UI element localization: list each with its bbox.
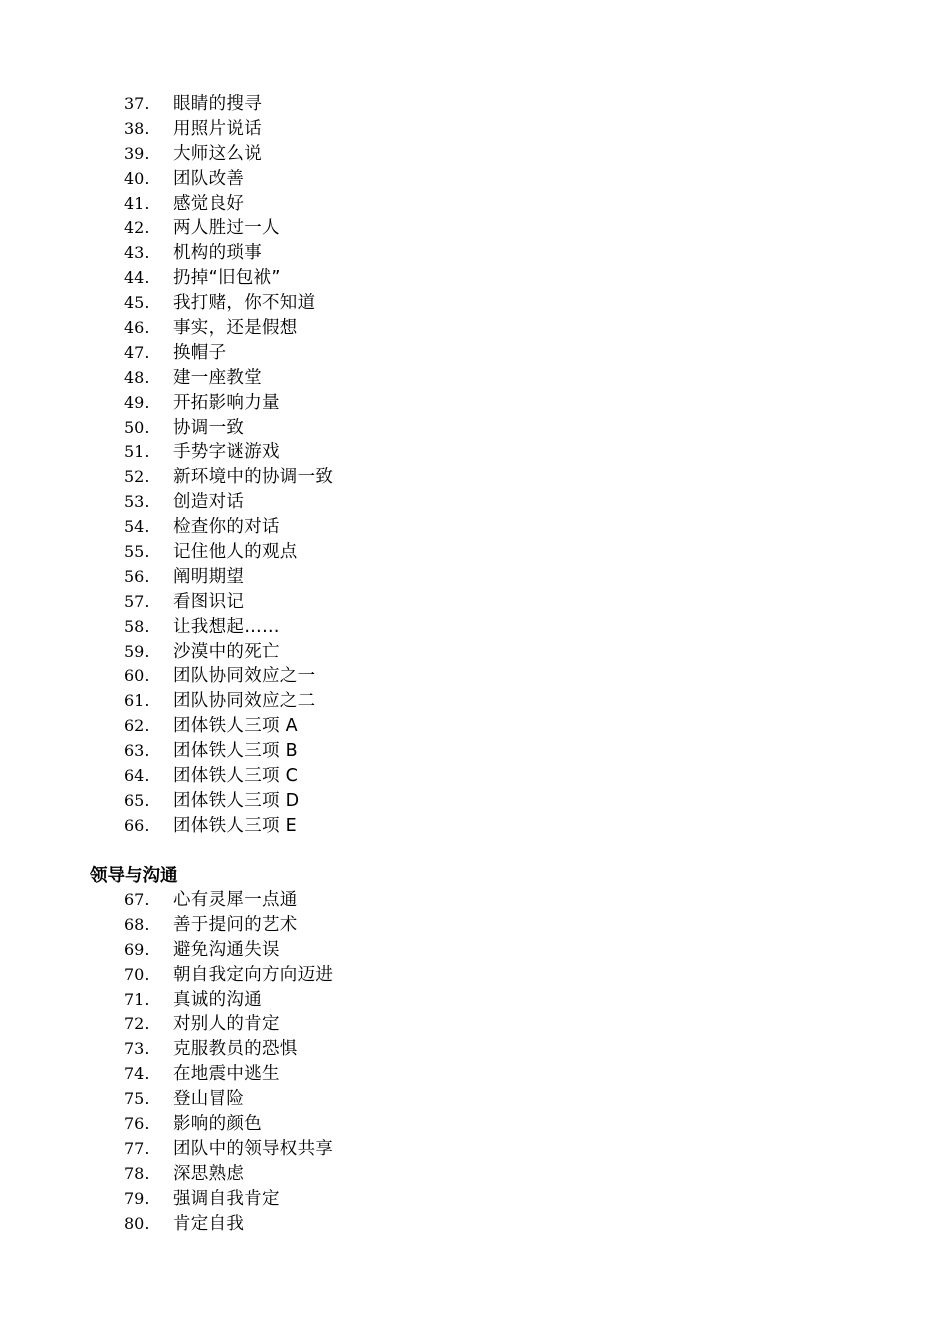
item-title: 团体铁人三项 B [173, 741, 298, 762]
item-title: 看图识记 [173, 591, 245, 612]
item-title: 扔掉“旧包袱” [173, 268, 281, 289]
item-number: 70. [124, 964, 150, 984]
item-title: 我打赌，你不知道 [173, 293, 316, 314]
item-number: 48. [124, 367, 150, 387]
item-title: 让我想起…… [173, 616, 280, 637]
item-title: 用照片说话 [173, 118, 262, 139]
item-title: 克服教员的恐惧 [173, 1039, 298, 1060]
item-number: 72. [124, 1014, 150, 1034]
item-title: 新环境中的协调一致 [173, 467, 334, 488]
item-title: 团队协同效应之二 [173, 691, 316, 712]
item-title: 阐明期望 [173, 566, 245, 587]
item-title: 机构的琐事 [173, 243, 262, 264]
item-title: 创造对话 [173, 492, 245, 513]
section-heading-leadership-communication: 领导与沟通 [90, 866, 178, 886]
item-title: 肯定自我 [173, 1213, 245, 1234]
item-number: 46. [124, 318, 150, 338]
item-title: 强调自我肯定 [173, 1188, 280, 1209]
item-title: 建一座教堂 [173, 367, 262, 388]
item-number: 56. [124, 566, 150, 586]
item-number: 58. [124, 616, 150, 636]
item-title: 团队中的领导权共享 [173, 1138, 334, 1159]
item-title: 团体铁人三项 C [173, 766, 299, 787]
item-number: 59. [124, 641, 150, 661]
item-title: 两人胜过一人 [173, 218, 280, 239]
item-title: 开拓影响力量 [173, 392, 280, 413]
item-number: 39. [124, 143, 150, 163]
item-number: 67. [124, 890, 150, 909]
item-title: 朝自我定向方向迈进 [173, 964, 334, 985]
item-title: 眼睛的搜寻 [173, 94, 262, 114]
item-title: 真诚的沟通 [173, 989, 262, 1010]
item-title: 登山冒险 [173, 1089, 245, 1110]
item-number: 54. [124, 517, 150, 537]
item-title: 团队协同效应之一 [173, 666, 316, 687]
item-title: 深思熟虑 [173, 1163, 245, 1184]
item-title: 沙漠中的死亡 [173, 641, 280, 662]
item-title: 避免沟通失误 [173, 939, 280, 960]
item-number: 73. [124, 1039, 150, 1059]
item-number: 60. [124, 666, 150, 686]
item-number: 42. [124, 218, 150, 238]
item-number: 61. [124, 691, 150, 711]
item-number: 49. [124, 392, 150, 412]
item-number: 55. [124, 542, 150, 562]
item-title: 团体铁人三项 E [173, 815, 298, 836]
item-title: 协调一致 [173, 417, 245, 438]
item-number: 80. [124, 1213, 150, 1233]
item-title: 手势字谜游戏 [173, 442, 280, 463]
item-number: 78. [124, 1163, 150, 1183]
item-title: 在地震中逃生 [173, 1064, 280, 1085]
item-number: 63. [124, 741, 150, 761]
item-number: 65. [124, 790, 150, 810]
item-number: 41. [124, 193, 150, 213]
item-number: 69. [124, 939, 150, 959]
item-number: 64. [124, 766, 150, 786]
item-title: 影响的颜色 [173, 1114, 262, 1135]
item-number: 53. [124, 492, 150, 512]
item-title: 对别人的肯定 [173, 1014, 280, 1035]
item-title: 换帽子 [173, 342, 227, 363]
item-title: 记住他人的观点 [173, 542, 298, 563]
item-number: 57. [124, 591, 150, 611]
item-title: 心有灵犀一点通 [173, 890, 298, 910]
item-number: 43. [124, 243, 150, 263]
item-title: 团体铁人三项 D [173, 790, 300, 811]
item-number: 68. [124, 914, 150, 934]
item-title: 团体铁人三项 A [173, 716, 298, 737]
item-number: 74. [124, 1064, 150, 1084]
item-number: 40. [124, 168, 150, 188]
item-title: 团队改善 [173, 168, 245, 189]
item-number: 62. [124, 716, 150, 736]
item-number: 51. [124, 442, 150, 462]
item-number: 76. [124, 1114, 150, 1134]
item-title: 感觉良好 [173, 193, 245, 214]
item-number: 45. [124, 293, 150, 313]
item-number: 52. [124, 467, 150, 487]
item-number: 37. [124, 94, 150, 113]
item-number: 44. [124, 268, 150, 288]
item-number: 38. [124, 118, 150, 138]
item-title: 善于提问的艺术 [173, 914, 298, 935]
item-title: 事实，还是假想 [173, 318, 298, 339]
item-number: 75. [124, 1089, 150, 1109]
item-number: 47. [124, 342, 150, 362]
item-number: 66. [124, 815, 150, 835]
item-number: 50. [124, 417, 150, 437]
item-number: 77. [124, 1138, 150, 1158]
item-title: 检查你的对话 [173, 517, 280, 538]
item-number: 79. [124, 1188, 150, 1208]
item-number: 71. [124, 989, 150, 1009]
item-title: 大师这么说 [173, 143, 262, 164]
